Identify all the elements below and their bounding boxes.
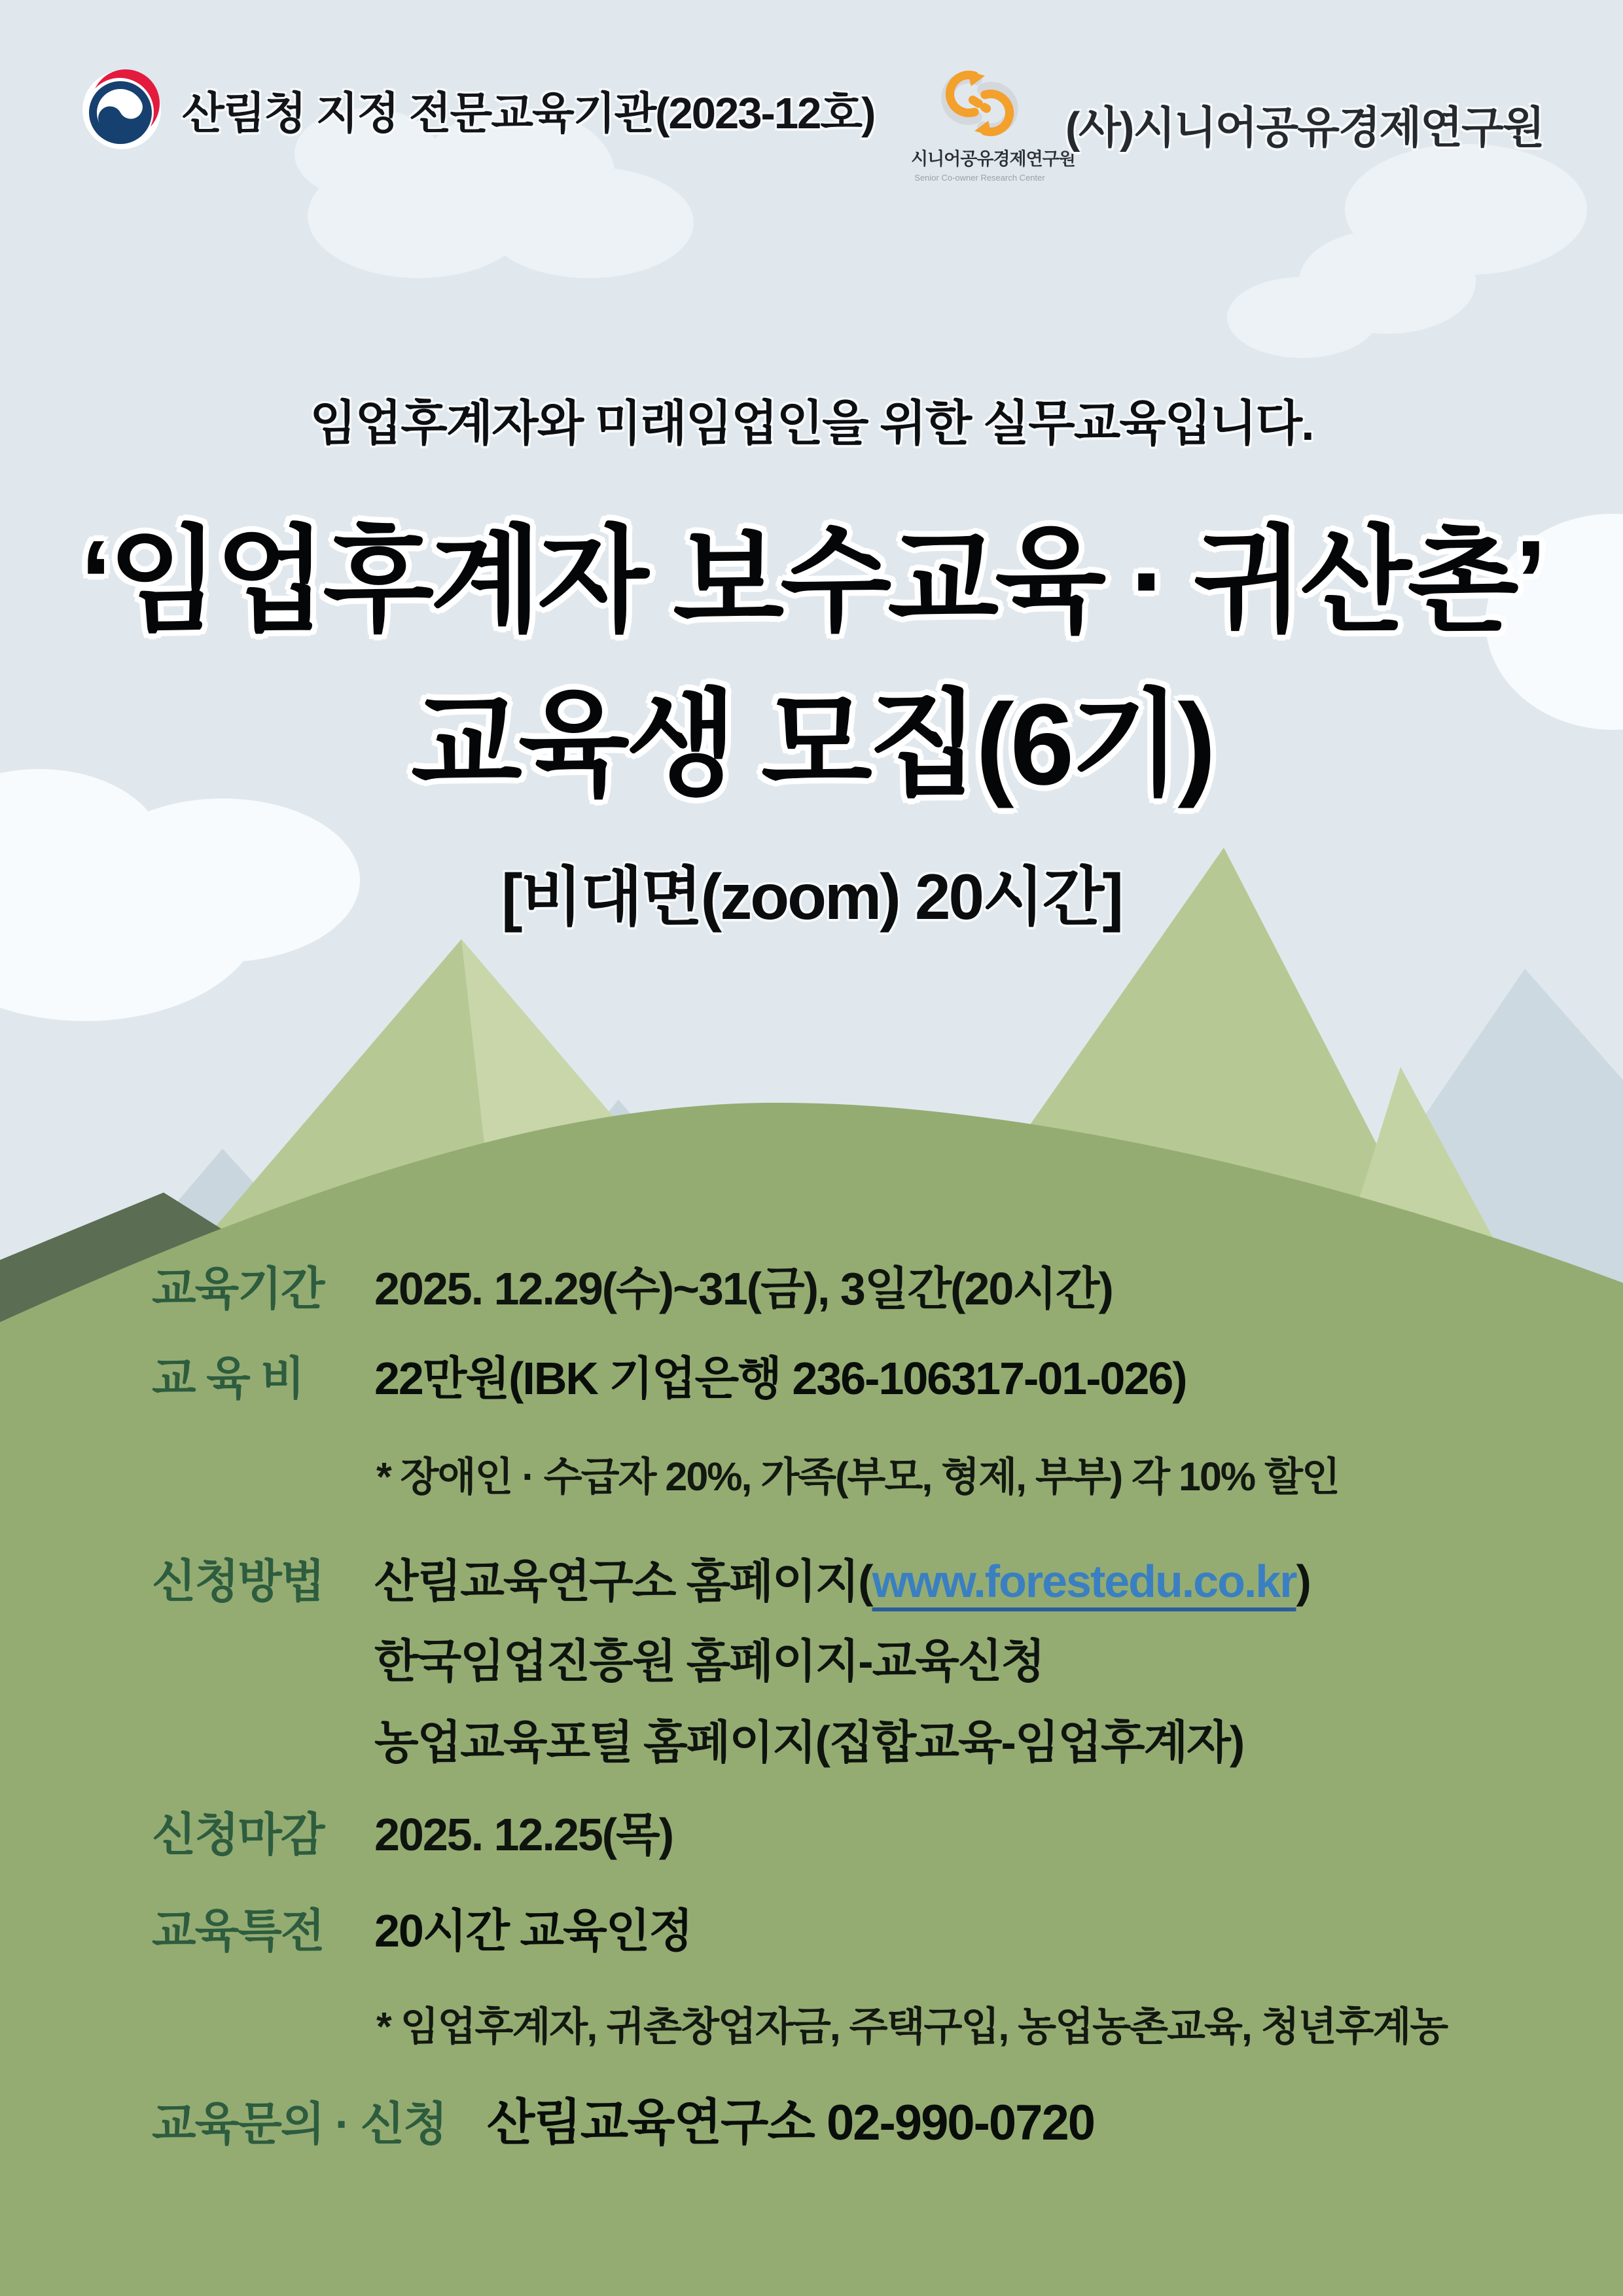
apply-line3-text: 농업교육포털 홈페이지(집합교육-임업후계자) bbox=[374, 1717, 1244, 1768]
header-right bbox=[911, 65, 1544, 183]
row-apply-line1 bbox=[374, 1545, 1310, 1611]
poster-title-subtitle: [비대면(zoom) 20시간] bbox=[501, 861, 1122, 933]
row-period-value: 2025. 12.29(수)~31(금), 3일간(20시간) bbox=[374, 1263, 1113, 1314]
row-fee-label: 교 육 비 bbox=[152, 1353, 304, 1404]
row-benefit bbox=[152, 1894, 692, 1960]
row-contact-label: 교육문의 · 신청 bbox=[152, 2098, 446, 2149]
poster-title-line2: 교육생 모집(6기) bbox=[410, 681, 1213, 809]
row-deadline-value: 2025. 12.25(목) bbox=[374, 1809, 673, 1860]
org-logo-subtitle: Senior Co-owner Research Center bbox=[914, 173, 1045, 183]
apply-line1-prefix: 산림교육연구소 홈페이지( bbox=[374, 1556, 872, 1607]
korea-forest-service-icon bbox=[80, 68, 164, 152]
apply-line2-text: 한국임업진흥원 홈페이지-교육신청 bbox=[374, 1636, 1044, 1687]
row-benefit-label: 교육특전 bbox=[152, 1905, 324, 1956]
row-deadline-label: 신청마감 bbox=[152, 1809, 324, 1860]
row-period-label: 교육기간 bbox=[152, 1263, 324, 1314]
organization-label: (사)시니어공유경제연구원 bbox=[1065, 103, 1544, 152]
row-apply-line3 bbox=[374, 1706, 1243, 1772]
org-logo-block bbox=[911, 65, 1075, 183]
row-benefit-value: 20시간 교육인정 bbox=[374, 1905, 692, 1956]
poster-title-line1: ‘임업후계자 보수교육 · 귀산촌’ bbox=[80, 517, 1543, 645]
row-apply bbox=[152, 1545, 1310, 1611]
row-fee-value: 22만원(IBK 기업은행 236-106317-01-026) bbox=[374, 1353, 1186, 1404]
header-left bbox=[80, 68, 874, 152]
certification-label: 산림청 지정 전문교육기관(2023-12호) bbox=[182, 89, 875, 138]
benefit-note: * 임업후계자, 귀촌창업자금, 주택구입, 농업농촌교육, 청년후계농 bbox=[376, 2004, 1448, 2049]
forestedu-link[interactable]: www.forestedu.co.kr bbox=[872, 1556, 1296, 1607]
row-period bbox=[152, 1252, 1113, 1318]
row-contact bbox=[152, 2083, 1094, 2154]
row-apply-label: 신청방법 bbox=[152, 1556, 324, 1607]
org-logo-title: 시니어공유경제연구원 bbox=[911, 149, 1075, 169]
cloud bbox=[1227, 277, 1378, 358]
intro-line: 임업후계자와 미래임업인을 위한 실무교육입니다. bbox=[310, 396, 1313, 450]
row-contact-value: 산림교육연구소 02-990-0720 bbox=[486, 2095, 1094, 2151]
row-fee bbox=[152, 1342, 1186, 1408]
senior-coowner-logo-icon bbox=[927, 65, 1032, 141]
apply-line1-suffix: ) bbox=[1296, 1556, 1310, 1607]
row-apply-line2 bbox=[374, 1624, 1044, 1691]
fee-discount-note: * 장애인 · 수급자 20%, 가족(부모, 형제, 부부) 각 10% 할인 bbox=[376, 1454, 1339, 1499]
cloud bbox=[484, 167, 694, 278]
row-deadline bbox=[152, 1798, 673, 1864]
